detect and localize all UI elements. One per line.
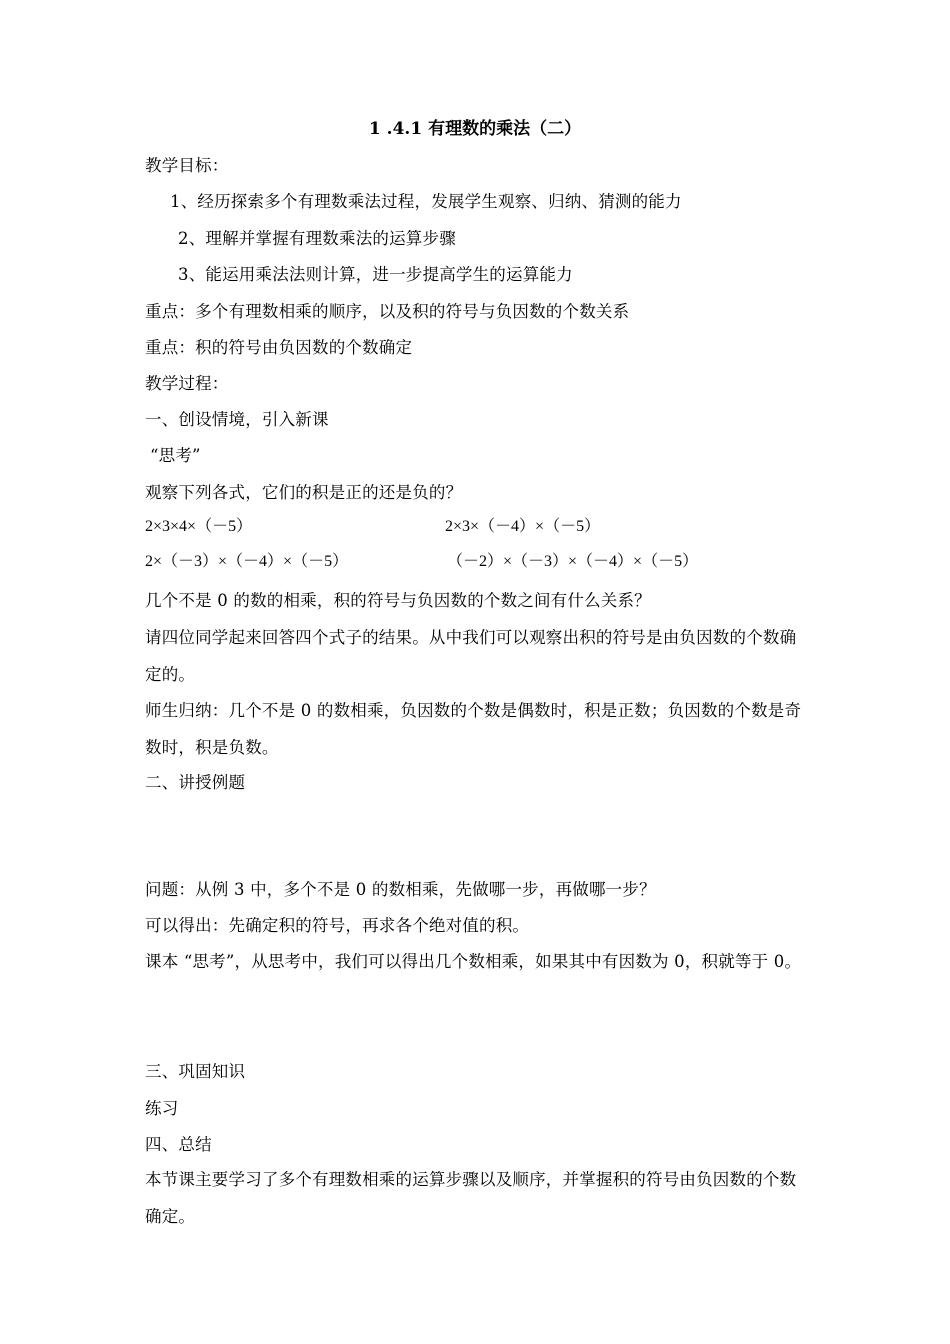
section-heading: 四、总结	[145, 1135, 212, 1154]
key-point: 重点：多个有理数相乘的顺序，以及积的符号与负因数的个数关系	[145, 302, 630, 321]
section-heading: 二、讲授例题	[145, 773, 246, 792]
expression: 2×3×4×（－5）	[145, 518, 253, 535]
objectives-heading: 教学目标：	[145, 156, 229, 175]
textbook-paragraph: 课本 “思考”，从思考中，我们可以得出几个数相乘，如果其中有因数为 0，积就等于 0。	[145, 952, 802, 971]
difficulty: 重点：积的符号由负因数的个数确定	[145, 338, 413, 357]
think-label: “思考”	[150, 446, 201, 465]
section-heading: 三、巩固知识	[145, 1062, 246, 1081]
objective-item: 3、能运用乘法法则计算，进一步提高学生的运算能力	[178, 265, 573, 284]
answer-text: 可以得出：先确定积的符号，再求各个绝对值的积。	[145, 916, 530, 935]
page-title: 1 .4.1 有理数的乘法（二）	[368, 119, 582, 139]
question-text: 问题：从例 3 中，多个不是 0 的数相乘，先做哪一步，再做哪一步？	[145, 880, 656, 899]
observe-text: 观察下列各式，它们的积是正的还是负的？	[145, 483, 463, 502]
expression: （－2）×（－3）×（－4）×（－5）	[447, 553, 699, 570]
expression: 2×（－3）×（－4）×（－5）	[145, 553, 349, 570]
question-text: 几个不是 0 的数的相乘，积的符号与负因数的个数之间有什么关系？	[145, 591, 651, 610]
section-heading: 一、创设情境，引入新课	[145, 410, 329, 429]
objective-item: 2、理解并掌握有理数乘法的运算步骤	[178, 229, 456, 248]
expression: 2×3×（－4）×（－5）	[445, 518, 601, 535]
practice-label: 练习	[145, 1099, 179, 1118]
objective-item: 1、经历探索多个有理数乘法过程，发展学生观察、归纳、猜测的能力	[170, 192, 682, 211]
answer-paragraph: 请四位同学起来回答四个式子的结果。从中我们可以观察出积的符号是由负因数的个数确定的。	[145, 628, 797, 684]
process-heading: 教学过程：	[145, 374, 229, 393]
summary-paragraph: 本节课主要学习了多个有理数相乘的运算步骤以及顺序，并掌握积的符号由负因数的个数确定。	[145, 1170, 797, 1226]
summary-paragraph: 师生归纳：几个不是 0 的数相乘，负因数的个数是偶数时，积是正数；负因数的个数是奇数时，积是负数。	[145, 701, 802, 757]
